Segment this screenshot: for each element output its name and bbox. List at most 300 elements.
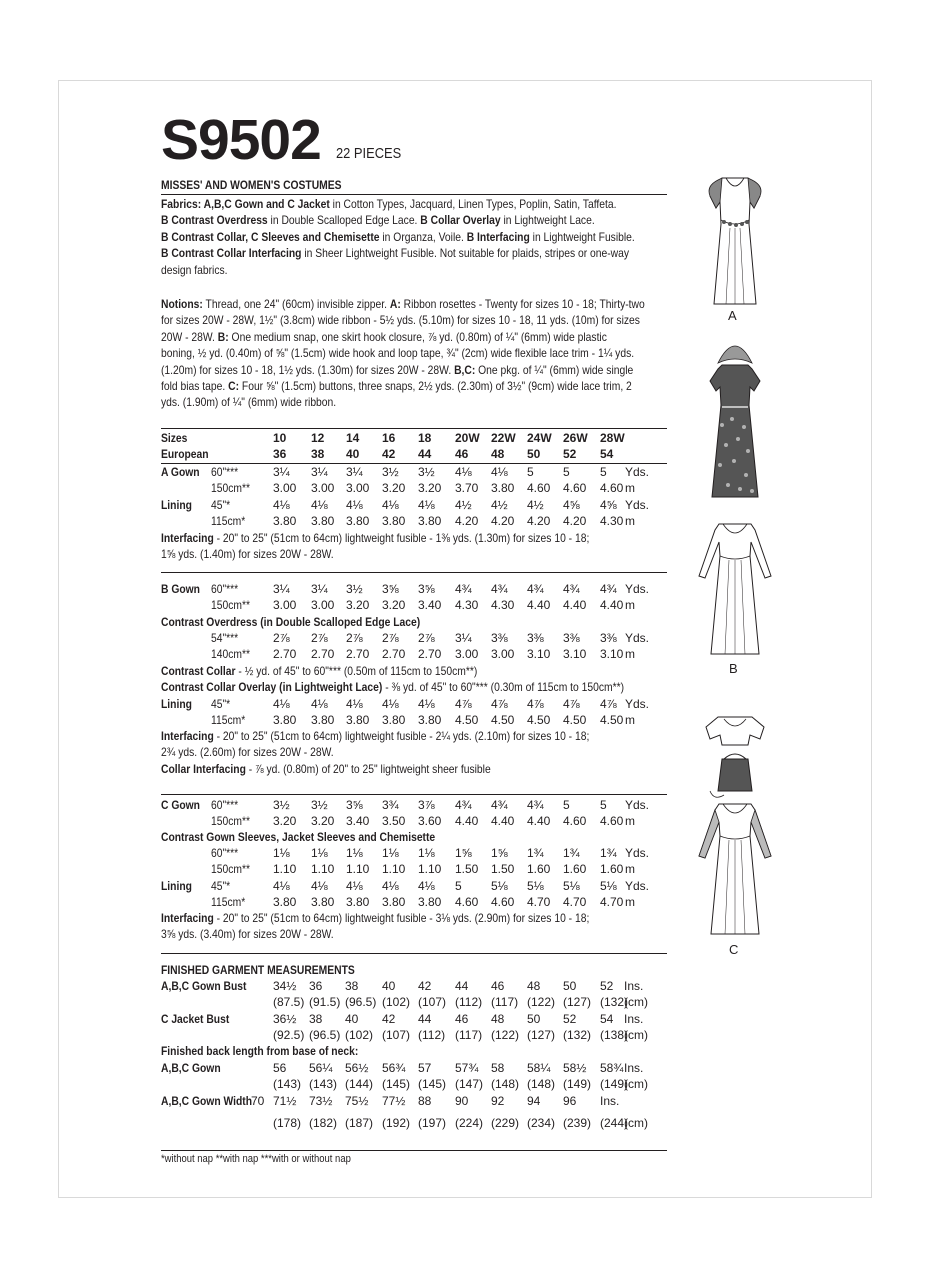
- table-cell: (91.5): [309, 995, 341, 1010]
- table-cell: 58: [491, 1061, 505, 1075]
- table-cell: 56: [273, 1061, 287, 1075]
- row-unit: Yds.: [625, 878, 650, 893]
- notions-bold2: B:: [217, 329, 229, 344]
- table-cell: 71½: [273, 1094, 297, 1108]
- fabrics-text2: in Lightweight Fusible.: [529, 229, 635, 244]
- row-fabric-width: 115cm*: [211, 713, 246, 728]
- table-cell: 22W: [491, 431, 516, 445]
- row-label: B Gown: [161, 582, 200, 596]
- table-cell: 4.50: [527, 713, 551, 728]
- table-cell: 4⅛: [273, 697, 290, 711]
- row-unit: m: [625, 862, 635, 877]
- table-cell: 28W: [600, 431, 625, 445]
- section_b_collar-line: [161, 679, 624, 695]
- table-cell: 4⅛: [346, 697, 363, 711]
- row-unit: Yds.: [625, 631, 650, 645]
- table-cell: 1.10: [273, 862, 297, 877]
- table-cell: 94: [527, 1094, 541, 1108]
- notions-text2: One pkg. of ¼" (6mm) wide single: [475, 362, 634, 377]
- table-cell: 4¾: [455, 582, 472, 596]
- table-cell: 4.40: [563, 598, 587, 613]
- row-unit: m: [625, 713, 635, 728]
- table-cell: (107): [418, 995, 447, 1010]
- table-cell: 16: [382, 431, 396, 445]
- table-cell: (138): [600, 1027, 629, 1042]
- table-cell: 3.60: [418, 814, 442, 829]
- view-c-label: C: [729, 942, 739, 957]
- notions-line: [161, 329, 668, 345]
- divider: [161, 428, 667, 429]
- table-cell: 4⅛: [273, 878, 290, 893]
- table-cell: 2⅞: [273, 631, 290, 645]
- notions-bold2: A:: [389, 297, 401, 311]
- pattern-number: S9502: [161, 108, 321, 172]
- row-unit: Ins.: [624, 1011, 644, 1026]
- table-cell: 2⅞: [311, 631, 328, 645]
- row-unit: Yds.: [625, 465, 650, 479]
- table-cell: 52: [563, 1011, 577, 1026]
- table-cell: 24W: [527, 431, 552, 445]
- row-unit: (cm): [624, 1116, 648, 1130]
- note-label: Interfacing: [161, 729, 214, 743]
- table-cell: 2.70: [311, 647, 335, 662]
- view-a-interfacing: [161, 530, 589, 563]
- row-fabric-width: 115cm*: [211, 513, 246, 528]
- view-b-label: B: [729, 661, 738, 676]
- table-cell: 42: [382, 447, 396, 462]
- fabrics-text: in Organza, Voile.: [379, 229, 467, 244]
- table-cell: 58¼: [527, 1061, 551, 1075]
- table-cell: 4.70: [600, 894, 624, 909]
- row-unit: Yds.: [625, 697, 650, 711]
- table-cell: (96.5): [345, 995, 377, 1010]
- table-cell: 1¾: [600, 846, 617, 860]
- fabrics-line: [161, 212, 668, 228]
- table-cell: (244): [600, 1116, 629, 1130]
- table-cell: 3.70: [455, 481, 479, 496]
- table-cell: 40: [382, 979, 396, 993]
- table-cell: 3.20: [273, 814, 297, 829]
- row-unit: m: [625, 814, 635, 829]
- view-b-interfacing: [161, 728, 589, 777]
- table-cell: 57¾: [455, 1061, 479, 1075]
- table-cell: 2⅞: [382, 631, 399, 645]
- row-fabric-width: 45"*: [211, 878, 231, 893]
- table-cell: 3.20: [418, 481, 442, 496]
- table-cell: (87.5): [273, 995, 305, 1010]
- row-label: Lining: [161, 697, 192, 711]
- table-cell: 12: [311, 431, 325, 445]
- table-cell: 1.10: [346, 862, 370, 877]
- note-text: - 20" to 25" (51cm to 64cm) lightweight fusible - 2¼ yds. (2.10m) for sizes 10 - 18;: [213, 729, 590, 743]
- row-fabric-width: 45"*: [211, 497, 231, 512]
- table-cell: 96: [563, 1094, 577, 1108]
- table-cell: 3.10: [563, 647, 587, 662]
- notions-bold: Notions:: [161, 297, 203, 311]
- row-unit: m: [625, 598, 635, 613]
- row-unit: (cm): [624, 1027, 648, 1042]
- table-cell: 5: [600, 465, 607, 479]
- section_a_notes-line: [161, 546, 589, 562]
- table-cell: 1.60: [527, 862, 551, 877]
- table-cell: 3¾: [382, 798, 399, 812]
- row-label: Sizes: [161, 431, 188, 445]
- table-cell: (224): [455, 1116, 484, 1130]
- note-label: Contrast Collar: [161, 664, 236, 678]
- fabrics-text2: in Lightweight Lace.: [500, 213, 595, 228]
- table-cell: 3.80: [311, 513, 335, 528]
- table-cell: 5: [563, 798, 570, 812]
- table-cell: 3¼: [346, 465, 363, 479]
- note-text: 2¾ yds. (2.60m) for sizes 20W - 28W.: [161, 745, 334, 760]
- table-cell: 5⅛: [527, 878, 544, 893]
- table-cell: 5⅛: [600, 878, 617, 893]
- row-fabric-width: 60"***: [211, 582, 239, 596]
- row-fabric-width: 140cm**: [211, 647, 251, 662]
- sleeves-title: Contrast Gown Sleeves, Jacket Sleeves and Chemisette: [161, 830, 436, 844]
- row-label: C Jacket Bust: [161, 1011, 230, 1026]
- table-cell: 4¾: [491, 798, 508, 812]
- table-cell: 2⅞: [418, 631, 435, 645]
- view-c-interfacing: [161, 910, 589, 943]
- table-cell: 3.00: [491, 647, 515, 662]
- table-cell: 52: [563, 447, 577, 462]
- table-cell: 3.80: [418, 894, 442, 909]
- table-cell: 4⅛: [455, 465, 472, 479]
- table-cell: 44: [418, 1011, 432, 1026]
- table-cell: 4.50: [455, 713, 479, 728]
- section_c_notes-line: [161, 910, 589, 926]
- table-cell: 54: [600, 447, 614, 462]
- table-cell: 50: [563, 979, 577, 993]
- table-cell: 3.80: [273, 713, 297, 728]
- table-cell: 56¼: [309, 1061, 333, 1075]
- view-c-gown-illustration: [695, 800, 775, 940]
- pieces-count: 22 PIECES: [336, 145, 402, 162]
- table-cell: 57: [418, 1061, 432, 1075]
- table-cell: 1.10: [311, 862, 335, 877]
- fabrics-text: in Sheer Lightweight Fusible. Not suitable for plaids, stripes or one-way: [301, 246, 630, 261]
- row-fabric-width: 60"***: [211, 798, 239, 812]
- view-b-collar-notes: [161, 663, 624, 696]
- table-cell: 4⅛: [311, 697, 328, 711]
- table-cell: 44: [418, 447, 432, 462]
- table-cell: 4⅛: [273, 497, 290, 512]
- notions-bold2: B,C:: [454, 362, 476, 377]
- table-cell: 26W: [563, 431, 588, 445]
- table-cell: 4¾: [491, 582, 508, 596]
- table-cell: (148): [491, 1077, 520, 1092]
- back-length-title: Finished back length from base of neck:: [161, 1044, 359, 1058]
- table-cell: 3⅝: [418, 582, 435, 596]
- table-cell: 38: [345, 979, 359, 993]
- table-cell: 42: [418, 979, 432, 993]
- footnote: *without nap **with nap ***with or without nap: [161, 1153, 351, 1165]
- row-label: A,B,C Gown: [161, 1061, 221, 1075]
- section_b_collar-line: [161, 663, 624, 679]
- table-cell: 48: [527, 979, 541, 993]
- table-cell: 3⅝: [346, 798, 363, 812]
- note-text: 1⅝ yds. (1.40m) for sizes 20W - 28W.: [161, 547, 334, 562]
- table-cell: 73½: [309, 1094, 333, 1108]
- table-cell: 3.00: [273, 598, 297, 613]
- table-cell: 1.60: [563, 862, 587, 877]
- table-cell: 4.60: [455, 894, 479, 909]
- row-unit: m: [625, 894, 635, 909]
- table-cell: 3½: [346, 582, 363, 596]
- table-cell: (149): [600, 1077, 629, 1092]
- divider: [161, 572, 667, 573]
- row-label: Lining: [161, 878, 192, 893]
- fabrics-section: [161, 196, 668, 278]
- fabrics-bold2: B Collar Overlay: [420, 213, 501, 228]
- fabrics-line: [161, 196, 668, 212]
- table-cell: 3.20: [311, 814, 335, 829]
- row-label: Lining: [161, 497, 192, 512]
- table-cell: (92.5): [273, 1027, 305, 1042]
- notions-text: for sizes 20W - 28W, 1½" (3.8cm) wide ribbon - 5½ yds. (5.10m) for sizes 10 - 18, 11 yds. (10m) for sizes: [161, 313, 640, 328]
- table-cell: 2.70: [418, 647, 442, 662]
- table-cell: 3.80: [382, 713, 406, 728]
- table-cell: 90: [455, 1094, 469, 1108]
- table-cell: 4.40: [527, 598, 551, 613]
- table-cell: 5: [527, 465, 534, 479]
- row-label: C Gown: [161, 798, 200, 812]
- table-cell: 4½: [527, 497, 544, 512]
- table-cell: (148): [527, 1077, 556, 1092]
- table-cell: 4.60: [600, 481, 624, 496]
- row-label: A,B,C Gown Bust: [161, 979, 247, 993]
- table-cell: 3.00: [455, 647, 479, 662]
- table-cell: (117): [491, 995, 519, 1010]
- notions-line: [161, 345, 668, 361]
- table-cell: (197): [418, 1116, 447, 1130]
- table-cell: 3⅜: [491, 631, 508, 645]
- table-cell: 5: [455, 878, 462, 893]
- table-cell: 3.10: [527, 647, 551, 662]
- table-cell: 3¼: [273, 465, 290, 479]
- table-cell: 48: [491, 447, 505, 462]
- table-cell: 4.50: [491, 713, 515, 728]
- table-cell: 20W: [455, 431, 480, 445]
- table-cell: 4.60: [563, 814, 587, 829]
- table-cell: 1⅛: [346, 846, 363, 860]
- table-cell: 4.20: [563, 513, 587, 528]
- table-cell: 1⅛: [418, 846, 435, 860]
- table-cell: 4½: [491, 497, 508, 512]
- table-cell: 3.50: [382, 814, 406, 829]
- table-cell: 36½: [273, 1011, 297, 1026]
- table-cell: 3½: [418, 465, 435, 479]
- table-cell: 1.50: [455, 862, 479, 877]
- table-cell: 4⅞: [491, 697, 508, 711]
- table-cell: 50: [527, 447, 541, 462]
- fabrics-line: [161, 229, 668, 245]
- table-cell: 3.00: [311, 481, 335, 496]
- table-cell: (149): [563, 1077, 592, 1092]
- table-cell: (229): [491, 1116, 520, 1130]
- row-unit: Yds.: [625, 798, 650, 812]
- table-cell: 3.80: [346, 713, 370, 728]
- note-text: - ⅜ yd. of 45" to 60"*** (0.30m of 115cm to 150cm**): [382, 680, 625, 695]
- table-cell: 5⅛: [563, 878, 580, 893]
- table-cell: (239): [563, 1116, 592, 1130]
- table-cell: 3.80: [346, 894, 370, 909]
- table-cell: (144): [345, 1077, 374, 1092]
- table-cell: (127): [527, 1027, 556, 1042]
- view-b-back-illustration: [695, 520, 775, 660]
- table-cell: 75½: [345, 1094, 369, 1108]
- table-cell: 3.80: [418, 513, 442, 528]
- table-cell: 3¼: [455, 631, 472, 645]
- table-cell: 46: [455, 447, 469, 462]
- view-c-jacket-illustration: [700, 705, 770, 805]
- table-cell: 2.70: [273, 647, 297, 662]
- table-cell: 56¾: [382, 1061, 406, 1075]
- table-cell: 1⅛: [273, 846, 290, 860]
- table-cell: 4⅛: [418, 497, 435, 512]
- divider: [161, 794, 667, 795]
- table-cell: 42: [382, 1011, 396, 1026]
- table-cell: 3.00: [311, 598, 335, 613]
- table-cell: (182): [309, 1116, 338, 1130]
- table-cell: 2.70: [382, 647, 406, 662]
- note-text: - ⅞ yd. (0.80m) of 20" to 25" lightweight sheer fusible: [245, 761, 491, 776]
- table-cell: 1.10: [382, 862, 406, 877]
- table-cell: 3.20: [382, 598, 406, 613]
- table-cell: 4⅞: [563, 697, 580, 711]
- table-cell: 3⅜: [563, 631, 580, 645]
- table-cell: 1⅛: [382, 846, 399, 860]
- row-fabric-width: 60"***: [211, 465, 239, 479]
- row-unit: Yds.: [625, 582, 650, 596]
- table-cell: 3.80: [273, 894, 297, 909]
- table-cell: 14: [346, 431, 360, 445]
- table-cell: (234): [527, 1116, 556, 1130]
- fabrics-text: design fabrics.: [161, 262, 228, 277]
- table-cell: 5: [600, 798, 607, 812]
- row-label: A Gown: [161, 465, 200, 479]
- table-cell: 40: [345, 1011, 359, 1026]
- table-cell: 36: [273, 447, 287, 462]
- note-text: 3⅝ yds. (3.40m) for sizes 20W - 28W.: [161, 927, 334, 942]
- note-text: - ½ yd. of 45" to 60"*** (0.50m of 115cm to 150cm**): [235, 664, 478, 678]
- table-cell: 1.60: [600, 862, 624, 877]
- row-fabric-width: 60"***: [211, 846, 239, 860]
- table-cell: 1⅝: [455, 846, 472, 860]
- table-cell: 58¾: [600, 1061, 624, 1075]
- table-cell: (122): [491, 1027, 520, 1042]
- table-cell: 4.30: [491, 598, 515, 613]
- table-cell: (132): [563, 1027, 592, 1042]
- row-label: A,B,C Gown Width: [161, 1094, 253, 1108]
- fabrics-bold: B Contrast Collar Interfacing: [161, 246, 302, 261]
- notions-bold2: C:: [228, 379, 240, 394]
- table-cell: (143): [273, 1077, 302, 1092]
- table-cell: (112): [455, 995, 483, 1010]
- divider: [161, 194, 667, 195]
- table-cell: 3.00: [346, 481, 370, 496]
- table-cell: 4.60: [563, 481, 587, 496]
- note-text: - 20" to 25" (51cm to 64cm) lightweight fusible - 1⅜ yds. (1.30m) for sizes 10 - 18;: [213, 531, 590, 545]
- table-cell: (132): [600, 995, 629, 1010]
- table-cell: 4.50: [600, 713, 624, 728]
- table-cell: 3¼: [311, 465, 328, 479]
- table-cell: 3.40: [346, 814, 370, 829]
- table-cell: 1⅝: [491, 846, 508, 860]
- table-cell: (112): [418, 1027, 446, 1042]
- table-cell: 4.70: [527, 894, 551, 909]
- section_b_notes-line: [161, 744, 589, 760]
- table-cell: 4.70: [563, 894, 587, 909]
- row-label-extra: 70: [251, 1094, 265, 1108]
- table-cell: 3.40: [418, 598, 442, 613]
- notions-text: 20W - 28W.: [161, 329, 218, 344]
- divider: [161, 953, 667, 954]
- table-cell: 5⅛: [491, 878, 508, 893]
- row-unit: Ins.: [624, 979, 644, 993]
- table-cell: 3⅝: [382, 582, 399, 596]
- table-cell: 34½: [273, 979, 297, 993]
- fabrics-bold: B Contrast Overdress: [161, 213, 268, 228]
- row-unit: Ins.: [624, 1061, 644, 1075]
- row-unit: Ins.: [600, 1094, 620, 1108]
- note-label: Contrast Collar Overlay (in Lightweight Lace): [161, 680, 383, 695]
- table-cell: 4⅛: [491, 465, 508, 479]
- row-fabric-width: 115cm*: [211, 894, 246, 909]
- table-cell: 3.10: [600, 647, 624, 662]
- note-label: Interfacing: [161, 911, 214, 925]
- table-cell: (102): [345, 1027, 374, 1042]
- table-cell: (145): [382, 1077, 411, 1092]
- row-fabric-width: 150cm**: [211, 481, 251, 496]
- table-cell: 3.80: [311, 713, 335, 728]
- table-cell: 4.60: [600, 814, 624, 829]
- notions-text2: Ribbon rosettes - Twenty for sizes 10 - 18; Thirty-two: [400, 297, 645, 311]
- table-cell: 56½: [345, 1061, 369, 1075]
- view-b-gown-illustration: [700, 335, 770, 505]
- notions-line: [161, 296, 668, 312]
- table-cell: 4⅛: [346, 878, 363, 893]
- table-cell: 4.40: [527, 814, 551, 829]
- table-cell: 4⅞: [455, 697, 472, 711]
- row-unit: m: [625, 513, 635, 528]
- table-cell: 3¼: [311, 582, 328, 596]
- table-cell: 88: [418, 1094, 432, 1108]
- notions-text: yds. (1.90m) of ¼" (6mm) wide ribbon.: [161, 395, 337, 410]
- table-cell: (122): [527, 995, 556, 1010]
- table-cell: 3⅞: [418, 798, 435, 812]
- section_b_notes-line: [161, 761, 589, 777]
- table-cell: (147): [455, 1077, 484, 1092]
- table-cell: 48: [491, 1011, 505, 1026]
- fabrics-line: [161, 262, 668, 278]
- table-cell: (192): [382, 1116, 411, 1130]
- notions-text: Thread, one 24" (60cm) invisible zipper.: [202, 297, 390, 311]
- table-cell: 4¾: [563, 582, 580, 596]
- table-cell: 10: [273, 431, 287, 445]
- table-cell: 4⅛: [346, 497, 363, 512]
- row-fabric-width: 54"***: [211, 631, 239, 645]
- pattern-title: MISSES' AND WOMEN'S COSTUMES: [161, 178, 342, 192]
- table-cell: 3½: [382, 465, 399, 479]
- table-cell: 4⅛: [382, 697, 399, 711]
- table-cell: (102): [382, 995, 411, 1010]
- table-cell: 4.60: [527, 481, 551, 496]
- fabrics-text: in Cotton Types, Jacquard, Linen Types, Poplin, Satin, Taffeta.: [329, 197, 617, 211]
- row-fabric-width: 45"*: [211, 697, 231, 711]
- table-cell: 1⅛: [311, 846, 328, 860]
